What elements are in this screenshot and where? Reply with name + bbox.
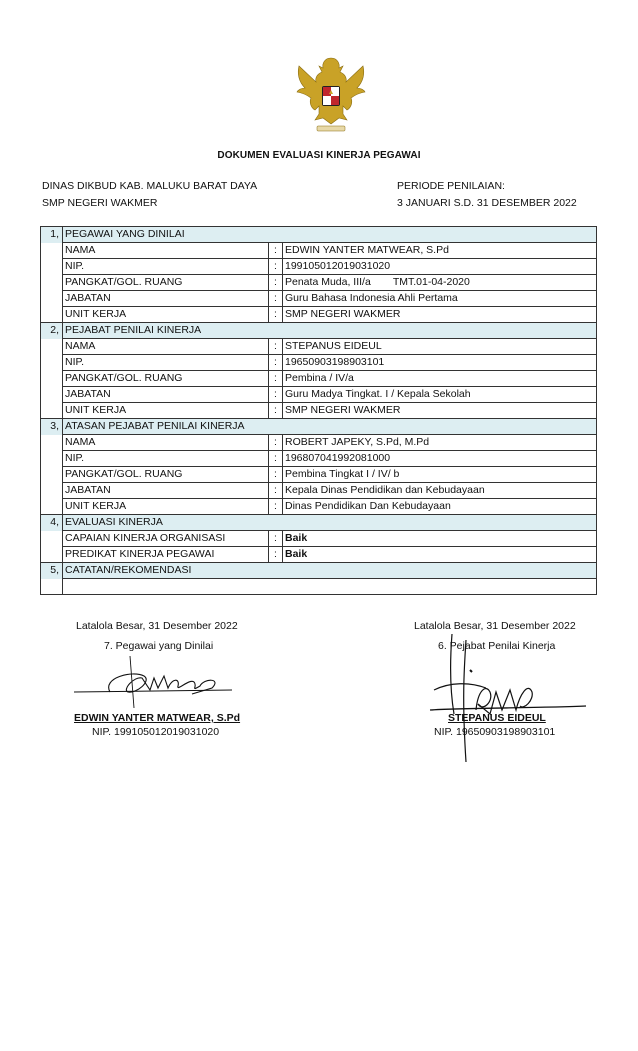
row-label: JABATAN <box>63 291 269 307</box>
row-label: CAPAIAN KINERJA ORGANISASI <box>63 531 269 547</box>
section-header <box>41 323 597 339</box>
row-label: UNIT KERJA <box>63 403 269 419</box>
table-row <box>41 483 597 499</box>
table-row <box>41 499 597 515</box>
table-row <box>41 403 597 419</box>
left-signature <box>72 648 242 718</box>
row-value: 199105012019031020 <box>283 259 597 275</box>
table-row <box>41 339 597 355</box>
section-title: CATATAN/REKOMENDASI <box>63 563 597 579</box>
row-colon: : <box>269 275 283 291</box>
evaluation-table <box>40 226 597 595</box>
row-value: Pembina / IV/a <box>283 371 597 387</box>
row-colon: : <box>269 467 283 483</box>
row-colon: : <box>269 243 283 259</box>
table-row <box>41 355 597 371</box>
right-signature <box>420 630 590 765</box>
garuda-pancasila-emblem <box>289 52 373 136</box>
table-row <box>41 579 597 595</box>
period-value: 3 JANUARI S.D. 31 DESEMBER 2022 <box>397 197 577 209</box>
row-label: UNIT KERJA <box>63 307 269 323</box>
agency-name: DINAS DIKBUD KAB. MALUKU BARAT DAYA <box>42 180 258 192</box>
row-colon: : <box>269 451 283 467</box>
section-header <box>41 515 597 531</box>
row-label: NIP. <box>63 355 269 371</box>
section-number: 3, <box>41 419 63 435</box>
section-title: ATASAN PEJABAT PENILAI KINERJA <box>63 419 597 435</box>
section-title: PEGAWAI YANG DINILAI <box>63 227 597 243</box>
table-row <box>41 307 597 323</box>
row-colon: : <box>269 403 283 419</box>
row-label: PANGKAT/GOL. RUANG <box>63 467 269 483</box>
table-row <box>41 467 597 483</box>
row-value: ROBERT JAPEKY, S.Pd, M.Pd <box>283 435 597 451</box>
row-label: NAMA <box>63 339 269 355</box>
row-value: Kepala Dinas Pendidikan dan Kebudayaan <box>283 483 597 499</box>
section-title: EVALUASI KINERJA <box>63 515 597 531</box>
table-row <box>41 451 597 467</box>
left-role: 7. Pegawai yang Dinilai <box>104 640 214 652</box>
notes-cell <box>63 579 597 595</box>
row-value <box>283 275 597 291</box>
row-value: Dinas Pendidikan Dan Kebudayaan <box>283 499 597 515</box>
row-value: Guru Bahasa Indonesia Ahli Pertama <box>283 291 597 307</box>
tmt-date: TMT.01-04-2020 <box>392 276 470 288</box>
table-row <box>41 531 597 547</box>
row-value: EDWIN YANTER MATWEAR, S.Pd <box>283 243 597 259</box>
table-row <box>41 387 597 403</box>
row-colon: : <box>269 435 283 451</box>
row-label: PANGKAT/GOL. RUANG <box>63 275 269 291</box>
row-value: Guru Madya Tingkat. I / Kepala Sekolah <box>283 387 597 403</box>
right-role: 6. Pejabat Penilai Kinerja <box>438 640 556 652</box>
row-label: PANGKAT/GOL. RUANG <box>63 371 269 387</box>
row-value: SMP NEGERI WAKMER <box>283 307 597 323</box>
row-colon: : <box>269 387 283 403</box>
row-label: UNIT KERJA <box>63 499 269 515</box>
table-row <box>41 291 597 307</box>
row-value: STEPANUS EIDEUL <box>283 339 597 355</box>
row-colon: : <box>269 531 283 547</box>
row-value: 196807041992081000 <box>283 451 597 467</box>
row-colon: : <box>269 483 283 499</box>
table-row <box>41 243 597 259</box>
row-label: NAMA <box>63 243 269 259</box>
left-signer-name: EDWIN YANTER MATWEAR, S.Pd <box>74 712 241 724</box>
row-label: NAMA <box>63 435 269 451</box>
school-name: SMP NEGERI WAKMER <box>42 197 158 209</box>
section-header <box>41 563 597 579</box>
row-colon: : <box>269 259 283 275</box>
right-signer-name: STEPANUS EIDEUL <box>448 712 546 724</box>
document-title: DOKUMEN EVALUASI KINERJA PEGAWAI <box>217 150 421 161</box>
section-number: 5, <box>41 563 63 579</box>
section-number: 4, <box>41 515 63 531</box>
row-value: Pembina Tingkat I / IV/ b <box>283 467 597 483</box>
section-title: PEJABAT PENILAI KINERJA <box>63 323 597 339</box>
row-colon: : <box>269 307 283 323</box>
row-colon: : <box>269 339 283 355</box>
table-row <box>41 259 597 275</box>
section-header <box>41 419 597 435</box>
row-value: Baik <box>283 547 597 563</box>
section-number: 2, <box>41 323 63 339</box>
row-label: NIP. <box>63 451 269 467</box>
row-colon: : <box>269 499 283 515</box>
row-value: 19650903198903101 <box>283 355 597 371</box>
period-label: PERIODE PENILAIAN: <box>397 180 505 192</box>
row-colon: : <box>269 355 283 371</box>
table-row <box>41 547 597 563</box>
table-row <box>41 275 597 291</box>
table-row <box>41 371 597 387</box>
section-header <box>41 227 597 243</box>
row-label: JABATAN <box>63 483 269 499</box>
right-signer-nip: NIP. 19650903198903101 <box>434 726 556 738</box>
row-label: NIP. <box>63 259 269 275</box>
rank-value: Penata Muda, III/a <box>285 276 371 288</box>
row-colon: : <box>269 547 283 563</box>
left-place-date: Latalola Besar, 31 Desember 2022 <box>76 620 238 632</box>
row-label: JABATAN <box>63 387 269 403</box>
row-value: SMP NEGERI WAKMER <box>283 403 597 419</box>
row-colon: : <box>269 291 283 307</box>
row-label: PREDIKAT KINERJA PEGAWAI <box>63 547 269 563</box>
row-colon: : <box>269 371 283 387</box>
row-value: Baik <box>283 531 597 547</box>
right-place-date: Latalola Besar, 31 Desember 2022 <box>414 620 576 632</box>
section-number: 1, <box>41 227 63 243</box>
left-signer-nip: NIP. 199105012019031020 <box>92 726 220 738</box>
table-row <box>41 435 597 451</box>
